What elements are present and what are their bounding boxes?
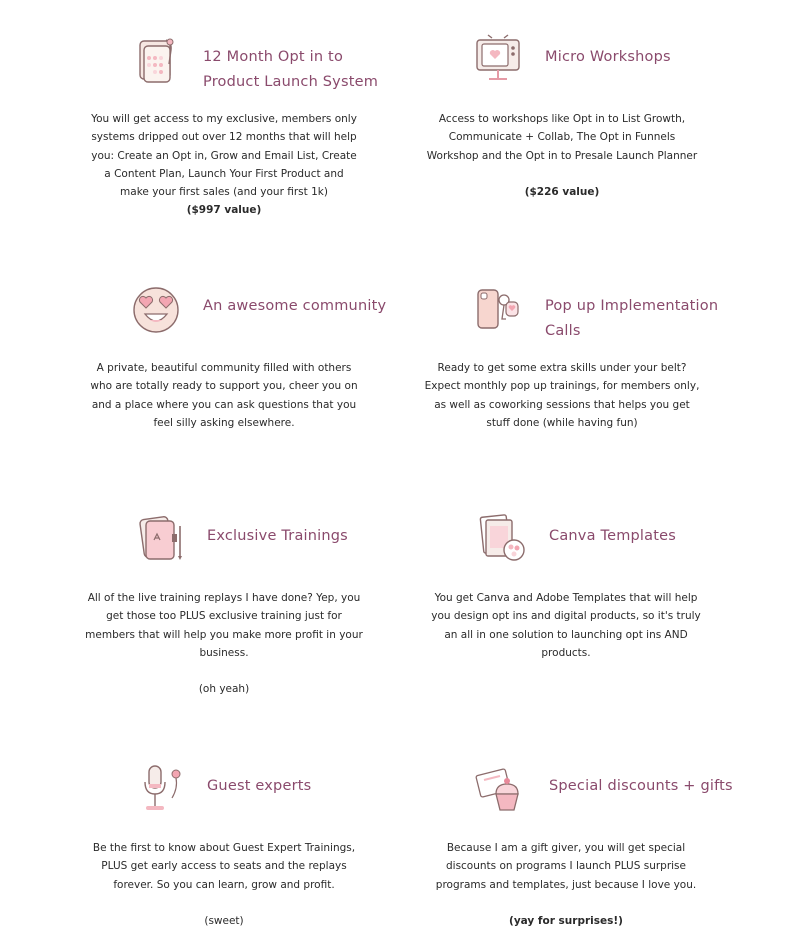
feature-title: Guest experts [207, 778, 312, 794]
extra-note: (sweet) [204, 914, 244, 927]
phone-keys-icon [472, 284, 524, 336]
notebook-pen-icon [134, 512, 186, 564]
value-label: ($997 value) [186, 204, 262, 217]
cupcake-card-icon [474, 764, 526, 816]
feature-title: Exclusive Trainings [207, 528, 348, 544]
value-label: (yay for surprises!) [509, 914, 623, 927]
feature-description: Because I am a gift giver, you will get special discounts on programs I launch PLUS surprise programs and templates, just because I love you. (yay for surprises!) [426, 839, 706, 930]
templates-palette-icon [476, 512, 528, 564]
heart-eyes-emoji-icon [130, 284, 182, 336]
microphone-icon [134, 762, 186, 814]
feature-title: Pop up Implementation Calls [545, 298, 719, 339]
feature-description: Be the first to know about Guest Expert Trainings, PLUS get early access to seats and the replays forever. So you can learn, grow and profit. (sweet) [89, 839, 359, 930]
feature-title: Micro Workshops [545, 49, 671, 65]
tv-monitor-icon [472, 34, 524, 86]
feature-title: Canva Templates [549, 528, 676, 544]
feature-description: A private, beautiful community filled with others who are totally ready to support you, cheer you on and a place where you can ask questions that you feel silly asking elsewhere. [90, 362, 358, 429]
feature-title: 12 Month Opt in to Product Launch System [203, 49, 379, 90]
feature-description: You get Canva and Adobe Templates that will help you design opt ins and digital products, so it's truly an all in one solution to launching opt ins AND products. [431, 592, 701, 659]
feature-description: Ready to get some extra skills under your belt? Expect monthly pop up trainings, for members only, as well as coworking sessions that helps you get stuff done (while having fun) [424, 362, 700, 429]
extra-note: (oh yeah) [198, 683, 250, 696]
calendar-planner-icon [132, 34, 184, 86]
value-label: ($226 value) [524, 185, 600, 198]
feature-description: Access to workshops like Opt in to List Growth, Communicate + Collab, The Opt in Funnels Workshop and the Opt in to Presale Launch Planner ($226 value) [422, 110, 702, 201]
feature-title: Special discounts + gifts [549, 778, 733, 794]
feature-description: All of the live training replays I have done? Yep, you get those too PLUS exclusive training just for members that will help you make more profit in your business. (oh yeah) [84, 589, 364, 698]
feature-description: You will get access to my exclusive, members only systems dripped out over 12 months that will help you: Create an Opt in, Grow and Email List, Create a Content Plan, Launch Your First Product and make your first sales (and your first 1k) ($997 value) [89, 110, 359, 220]
feature-title: An awesome community [203, 298, 387, 314]
